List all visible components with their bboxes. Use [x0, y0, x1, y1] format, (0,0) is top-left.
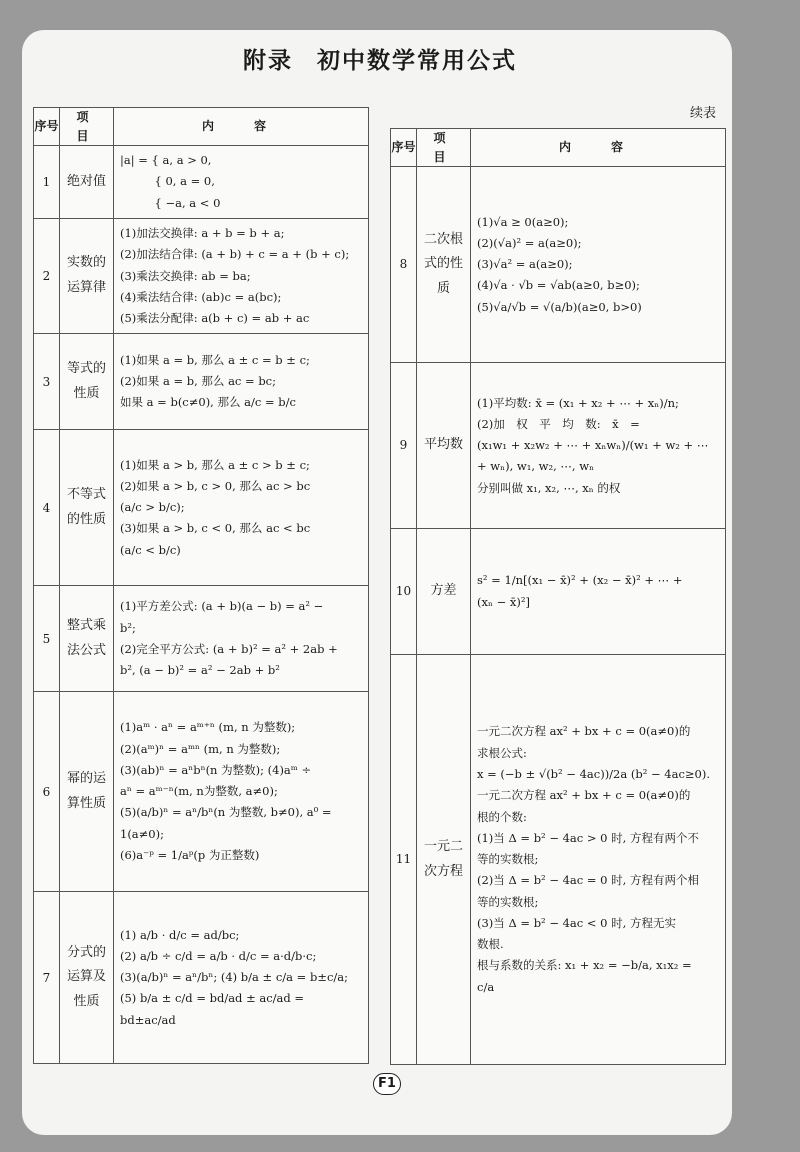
row-num: 1	[34, 146, 60, 219]
formula-line: (1) a/b · d/c = ad/bc;	[120, 927, 240, 942]
formula-line: (3)如果 a > b, c < 0, 那么 ac < bc	[120, 521, 311, 536]
row-num: 3	[34, 334, 60, 430]
row-content	[471, 529, 726, 655]
row-item: 二次根式的性质	[417, 167, 471, 363]
formula-line: (a/c < b/c)	[120, 542, 181, 557]
row-item: 方差	[417, 529, 471, 655]
formula-line: (2)完全平方公式: (a + b)² = a² + 2ab +	[120, 641, 338, 656]
formula-line: (3)乘法交换律: ab = ba;	[120, 268, 251, 283]
table-row	[34, 892, 369, 1064]
title-main: 附录	[243, 48, 293, 74]
row-item: 不等式的性质	[60, 430, 114, 586]
row-content	[114, 586, 369, 692]
table-row	[34, 586, 369, 692]
formula-line: (4)√a · √b = √ab(a≥0, b≥0);	[477, 278, 640, 293]
formula-line: (1)如果 a > b, 那么 a ± c > b ± c;	[120, 457, 310, 472]
row-item: 一元二次方程	[417, 655, 471, 1065]
formula-line: (3)(a/b)ⁿ = aⁿ/bⁿ; (4) b/a ± c/a = b±c/a;	[120, 970, 348, 985]
formula-line: s² = 1/n[(x₁ − x̄)² + (x₂ − x̄)² + ⋯ +	[477, 573, 683, 588]
formula-line: (2)如果 a = b, 那么 ac = bc;	[120, 374, 276, 389]
title-sub: 初中数学常用公式	[317, 48, 517, 74]
row-item: 分式的运算及性质	[60, 892, 114, 1064]
row-item: 绝对值	[60, 146, 114, 219]
formula-line: (1)当 Δ = b² − 4ac > 0 时, 方程有两个不	[477, 830, 699, 845]
formula-line: (5) b/a ± c/d = bd/ad ± ac/ad = bd±ac/ad	[120, 991, 305, 1027]
table-row	[391, 363, 726, 529]
formula-line: (1)如果 a = b, 那么 a ± c = b ± c;	[120, 352, 310, 367]
row-num: 11	[391, 655, 417, 1065]
table-row	[34, 218, 369, 333]
formula-line: (2)(√a)² = a(a≥0);	[477, 235, 582, 250]
header-content: 内 容	[114, 108, 369, 146]
row-content	[471, 363, 726, 529]
row-num: 6	[34, 692, 60, 892]
table-header-row	[391, 129, 726, 167]
formula-line: 分别叫做 x₁, x₂, ⋯, xₙ 的权	[477, 480, 621, 495]
row-content	[471, 167, 726, 363]
formula-line: (1)√a ≥ 0(a≥0);	[477, 214, 569, 229]
row-content	[114, 334, 369, 430]
formula-line: 如果 a = b(c≠0), 那么 a/c = b/c	[120, 395, 296, 410]
page-title	[0, 42, 760, 75]
row-content	[114, 692, 369, 892]
formula-line: (6)a⁻ᵖ = 1/aᵖ(p 为正整数)	[120, 847, 260, 862]
formula-line: 1(a≠0);	[120, 826, 164, 841]
formula-line: { −a, a < 0	[120, 195, 221, 210]
formula-line: (3)当 Δ = b² − 4ac < 0 时, 方程无实	[477, 915, 676, 930]
formula-line: b², (a − b)² = a² − 2ab + b²	[120, 663, 280, 678]
formula-line: b²;	[120, 620, 136, 635]
formula-table-right	[390, 128, 726, 1065]
table-row	[34, 692, 369, 892]
formula-line: 等的实数根;	[477, 852, 539, 867]
formula-line: 数根.	[477, 937, 504, 952]
table-row	[34, 334, 369, 430]
table-row	[34, 430, 369, 586]
row-content	[471, 655, 726, 1065]
row-item: 幂的运算性质	[60, 692, 114, 892]
row-num: 2	[34, 218, 60, 333]
formula-line: (1)平方差公式: (a + b)(a − b) = a² −	[120, 599, 324, 614]
table-header-row	[34, 108, 369, 146]
row-item: 等式的性质	[60, 334, 114, 430]
formula-line: (1)aᵐ · aⁿ = aᵐ⁺ⁿ (m, n 为整数);	[120, 720, 296, 735]
formula-line: 根与系数的关系: x₁ + x₂ = −b/a, x₁x₂ =	[477, 958, 692, 973]
header-item: 项 目	[417, 129, 471, 167]
formula-line: c/a	[477, 979, 495, 994]
formula-line: 根的个数:	[477, 809, 527, 824]
header-content: 内 容	[471, 129, 726, 167]
row-num: 9	[391, 363, 417, 529]
formula-line: (2)加法结合律: (a + b) + c = a + (b + c);	[120, 247, 350, 262]
formula-line: { 0, a = 0,	[120, 174, 215, 189]
table-row	[391, 529, 726, 655]
header-num: 序号	[34, 108, 60, 146]
formula-line: 一元二次方程 ax² + bx + c = 0(a≠0)的	[477, 724, 691, 739]
table-row	[34, 146, 369, 219]
formula-table-left	[33, 107, 369, 1064]
formula-line: 等的实数根;	[477, 894, 539, 909]
row-num: 8	[391, 167, 417, 363]
row-content	[114, 430, 369, 586]
formula-line: (2)当 Δ = b² − 4ac = 0 时, 方程有两个相	[477, 873, 699, 888]
table-row	[391, 655, 726, 1065]
continued-label: 续表	[690, 106, 717, 121]
row-num: 5	[34, 586, 60, 692]
row-item: 平均数	[417, 363, 471, 529]
table-row	[391, 167, 726, 363]
page-number-badge: F1	[373, 1073, 401, 1095]
formula-line: (4)乘法结合律: (ab)c = a(bc);	[120, 289, 282, 304]
row-num: 7	[34, 892, 60, 1064]
formula-line: (5)(a/b)ⁿ = aⁿ/bⁿ(n 为整数, b≠0), a⁰ =	[120, 805, 332, 820]
formula-line: (2) a/b ÷ c/d = a/b · d/c = a·d/b·c;	[120, 948, 317, 963]
formula-line: 一元二次方程 ax² + bx + c = 0(a≠0)的	[477, 788, 691, 803]
formula-line: (5)√a/√b = √(a/b)(a≥0, b>0)	[477, 299, 642, 314]
formula-line: (x₁w₁ + x₂w₂ + ⋯ + xₙwₙ)/(w₁ + w₂ + ⋯ + wₙ), w₁, w₂, ⋯, wₙ	[477, 438, 709, 474]
formula-line: |a| = { a, a > 0,	[120, 153, 212, 168]
row-item: 实数的运算律	[60, 218, 114, 333]
row-content	[114, 892, 369, 1064]
formula-line: (3)√a² = a(a≥0);	[477, 257, 573, 272]
formula-line: (2)如果 a > b, c > 0, 那么 ac > bc	[120, 478, 311, 493]
header-item: 项 目	[60, 108, 114, 146]
formula-line: (a/c > b/c);	[120, 500, 185, 515]
formula-line: (xₙ − x̄)²]	[477, 594, 530, 609]
formula-line: (1)平均数: x̄ = (x₁ + x₂ + ⋯ + xₙ)/n;	[477, 395, 679, 410]
row-num: 4	[34, 430, 60, 586]
header-num: 序号	[391, 129, 417, 167]
formula-line: x = (−b ± √(b² − 4ac))/2a (b² − 4ac≥0).	[477, 766, 710, 781]
formula-line: (5)乘法分配律: a(b + c) = ab + ac	[120, 311, 310, 326]
row-num: 10	[391, 529, 417, 655]
row-item: 整式乘法公式	[60, 586, 114, 692]
formula-line: (1)加法交换律: a + b = b + a;	[120, 225, 285, 240]
row-content	[114, 146, 369, 219]
formula-line: (2)加 权 平 均 数: x̄ =	[477, 416, 640, 431]
formula-line: aⁿ = aᵐ⁻ⁿ(m, n为整数, a≠0);	[120, 784, 278, 799]
formula-line: (3)(ab)ⁿ = aⁿbⁿ(n 为整数); (4)aᵐ ÷	[120, 762, 312, 777]
formula-line: (2)(aᵐ)ⁿ = aᵐⁿ (m, n 为整数);	[120, 741, 281, 756]
formula-line: 求根公式:	[477, 745, 527, 760]
row-content	[114, 218, 369, 333]
